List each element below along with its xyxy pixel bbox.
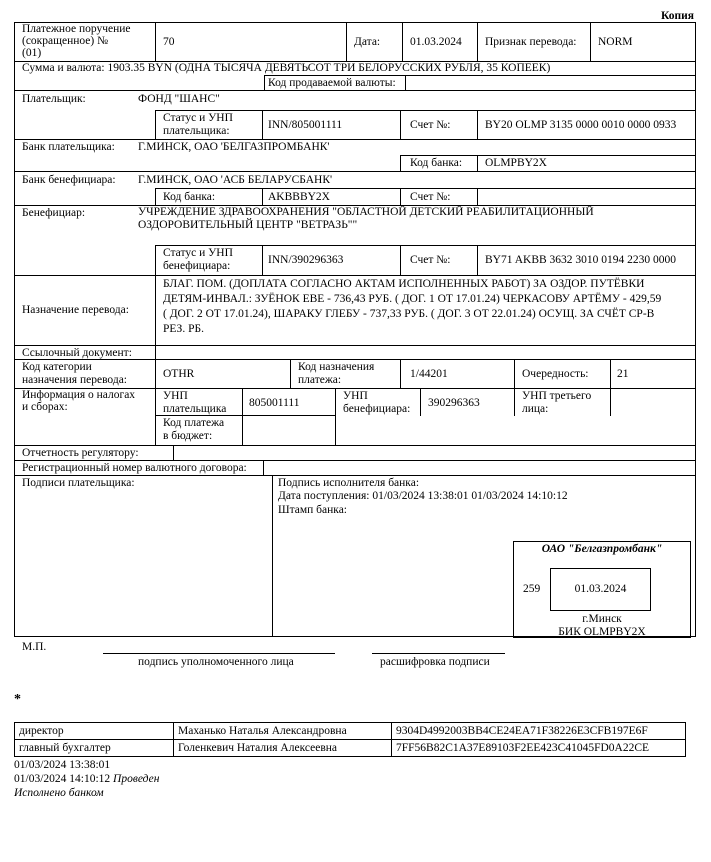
priority-value: 21	[617, 368, 629, 380]
signer-role: директор	[15, 723, 174, 740]
mp-label: М.П.	[22, 641, 47, 653]
transfer-sign-label: Признак перевода:	[485, 36, 577, 48]
purpose-label: Назначение перевода:	[22, 304, 129, 316]
log-line-1: 01/03/2024 13:38:01	[14, 759, 111, 771]
order-date-label: Дата:	[354, 36, 381, 48]
payment-code-label: Код назначения платежа:	[298, 361, 375, 386]
payer-bank-code: OLMPBY2X	[485, 157, 547, 169]
beneficiary-bank-code: AKBBBY2X	[268, 191, 330, 203]
beneficiary-unp: 390296363	[428, 397, 480, 409]
order-date: 01.03.2024	[410, 36, 462, 48]
order-title: Платежное поручение (сокращенное) № (01)	[22, 23, 131, 59]
purpose-text: БЛАГ. ПОМ. (ДОПЛАТА СОГЛАСНО АКТАМ ИСПОЛНЕННЫХ РАБОТ) ЗА ОЗДОР. ПУТЁВКИ ДЕТЯМ-ИНВАЛ.: ЗУЁНОК ЕВЕ - 736,43 РУБ. ( ДОГ. 1 ОТ 17.01.24) ЧЕРКАСОВУ АРТЁМУ - 429,59 ( ДОГ. 2 ОТ 17.01.24), ШАРАКУ ГЛЕБУ - 737,33 РУБ. ( ДОГ. 3 ОТ 22.01.24) ОСУЩ. ЗА СЧЁТ СР-В РЕЗ. РБ.	[163, 278, 662, 335]
sold-currency-label: Код продаваемой валюты:	[268, 77, 396, 89]
budget-code-label: Код платежа в бюджет:	[163, 417, 225, 442]
signers-table	[14, 722, 686, 757]
payer-status-unp-label: Статус и УНП плательщика:	[163, 112, 233, 137]
stamp-city: г.Минск	[582, 613, 622, 625]
signer-name: Маханько Наталья Александровна	[174, 723, 392, 740]
category-label: Код категории назначения перевода:	[22, 361, 127, 386]
payment-code: 1/44201	[410, 368, 448, 380]
payer-signatures-label: Подписи плательщика:	[22, 477, 135, 489]
regulator-label: Отчетность регулятору:	[22, 447, 139, 459]
transfer-sign: NORM	[598, 36, 633, 48]
beneficiary-name: УЧРЕЖДЕНИЕ ЗДРАВООХРАНЕНИЯ "ОБЛАСТНОЙ ДЕТСКИЙ РЕАБИЛИТАЦИОННЫЙ ОЗДОРОВИТЕЛЬНЫЙ ЦЕНТР "ВЕТРАЗЬ""	[138, 206, 594, 231]
beneficiary-account-label-top: Счет №:	[410, 191, 451, 203]
signature-line	[103, 653, 335, 654]
stamp-date: 01.03.2024	[574, 583, 627, 595]
payer-bank-label: Банк плательщика:	[22, 141, 115, 153]
reference-label: Ссылочный документ:	[22, 347, 132, 359]
category-value: OTHR	[163, 368, 195, 380]
beneficiary-bank-code-label: Код банка:	[163, 191, 216, 203]
payer-status-unp: INN/805001111	[268, 119, 343, 131]
copy-label: Копия	[661, 10, 694, 22]
beneficiary-bank-name: Г.МИНСК, ОАО 'АСБ БЕЛАРУСБАНК'	[138, 174, 333, 186]
signer-hash: 9304D4992003BB4CE24EA71F38226E3CFB197E6F	[392, 723, 686, 740]
beneficiary-bank-label: Банк бенефициара:	[22, 174, 116, 186]
taxes-label: Информация о налогах и сборах:	[22, 389, 136, 413]
stamp-bank-name: ОАО "Белгазпромбанк"	[541, 543, 663, 555]
contract-label: Регистрационный номер валютного договора:	[22, 462, 247, 474]
third-party-unp-label: УНП третьего лица:	[522, 390, 592, 415]
payer-name: ФОНД "ШАНС"	[138, 93, 220, 105]
signer-name: Голенкевич Наталия Алексеевна	[174, 740, 392, 757]
beneficiary-label: Бенефициар:	[22, 207, 86, 219]
priority-label: Очередность:	[522, 368, 589, 380]
table-row	[15, 740, 686, 757]
stamp-bic: БИК OLMPBY2X	[558, 626, 646, 638]
table-row	[15, 723, 686, 740]
order-number: 70	[163, 36, 175, 48]
decode-caption: расшифровка подписи	[380, 656, 490, 668]
bank-signature-label: Подпись исполнителя банка:	[278, 477, 420, 489]
payer-account-label: Счет №:	[410, 119, 451, 131]
payer-account: BY20 OLMP 3135 0000 0010 0000 0933	[485, 119, 677, 131]
asterisk: *	[14, 692, 21, 707]
signer-hash: 7FF56B82C1A37E89103F2EE423C41045FD0A22CE	[392, 740, 686, 757]
decode-line	[372, 653, 505, 654]
payer-bank-name: Г.МИНСК, ОАО 'БЕЛГАЗПРОМБАНК'	[138, 141, 330, 153]
beneficiary-status-unp: INN/390296363	[268, 254, 344, 266]
payer-unp: 805001111	[249, 397, 300, 409]
signer-role: главный бухгалтер	[15, 740, 174, 757]
log-line-3: Исполнено банком	[14, 787, 104, 799]
amount-text: Сумма и валюта: 1903.35 BYN (ОДНА ТЫСЯЧА ДЕВЯТЬСОТ ТРИ БЕЛОРУССКИХ РУБЛЯ, 35 КОПЕЕК)	[22, 62, 551, 74]
log-line-2: 01/03/2024 14:10:12 Проведен	[14, 773, 160, 785]
stamp-number: 259	[523, 583, 541, 595]
payer-unp-label: УНП плательщика	[163, 390, 227, 415]
beneficiary-account: BY71 AKBB 3632 3010 0194 2230 0000	[485, 254, 677, 266]
bank-stamp-label: Штамп банка:	[278, 504, 347, 516]
payer-bank-code-label: Код банка:	[410, 157, 463, 169]
received-date: Дата поступления: 01/03/2024 13:38:01 01/03/2024 14:10:12	[278, 490, 568, 502]
beneficiary-unp-label: УНП бенефициара:	[343, 390, 411, 415]
beneficiary-status-unp-label: Статус и УНП бенефициара:	[163, 247, 233, 272]
signature-caption: подпись уполномоченного лица	[138, 656, 294, 668]
payer-label: Плательщик:	[22, 93, 86, 105]
beneficiary-account-label: Счет №:	[410, 254, 451, 266]
